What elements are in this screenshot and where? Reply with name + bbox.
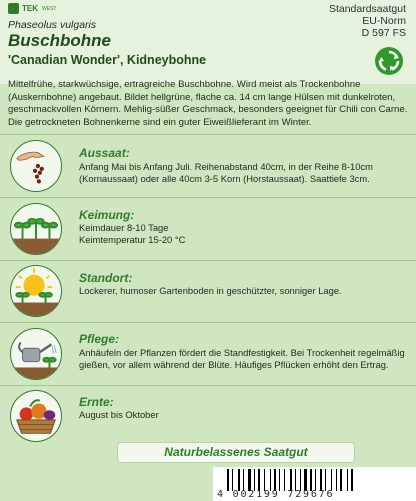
barcode-bars	[227, 469, 411, 491]
natural-seed-banner: Naturbelassenes Saatgut	[118, 443, 354, 462]
section-title-aussaat: Aussaat:	[79, 146, 130, 160]
brand-logo	[8, 3, 56, 14]
divider	[0, 260, 416, 261]
barcode-bar	[284, 469, 285, 491]
product-name: Buschbohne	[8, 31, 111, 50]
section-text-standort: Lockerer, humoser Gartenboden in geschützter, sonniger Lage.	[79, 285, 342, 296]
barcode-bar	[270, 469, 271, 491]
tek-logo-icon	[8, 3, 19, 14]
brand-sub: WEST	[42, 5, 57, 12]
barcode-bar	[331, 469, 332, 491]
barcode-bar	[274, 469, 276, 491]
brand-name: TEK	[22, 4, 38, 13]
barcode-bar	[340, 469, 342, 491]
section-text-keimung: Keimdauer 8-10 Tage Keimtemperatur 15-20 °C	[79, 222, 186, 246]
barcode-bar	[325, 469, 326, 491]
recycle-icon	[374, 46, 404, 76]
divider	[0, 385, 416, 386]
barcode-bar	[310, 469, 312, 491]
section-text-pflege: Anhäufeln der Pflanzen fördert die Standfestigkeit. Bei Trockenheit regelmäßig gießen, vor allem während der Blüte. Häufiges Pflücken erhöht den Ertrag.	[79, 347, 405, 371]
standard-line-1: Standardsaatgut	[328, 3, 406, 15]
barcode-bar	[320, 469, 322, 491]
barcode-bar	[243, 469, 244, 491]
barcode-bar	[315, 469, 316, 491]
section-title-pflege: Pflege:	[79, 332, 120, 346]
standard-info	[329, 3, 406, 39]
barcode-bar	[258, 469, 260, 491]
barcode-bar	[227, 469, 229, 491]
seedlings-icon	[10, 203, 62, 255]
section-text-aussaat: Anfang Mai bis Anfang Juli. Reihenabstand 40cm, in der Reihe 8-10cm (Kornaussaat) oder alle 40cm 3-5 Korn (Horstaussaat). Saattiefe 3cm.	[79, 161, 373, 185]
section-title-ernte: Ernte:	[79, 395, 114, 409]
barcode-bar	[351, 469, 353, 491]
barcode-bar	[295, 469, 296, 491]
seeds-hand-icon	[10, 140, 62, 192]
sun-plant-icon	[10, 265, 62, 317]
section-title-standort: Standort:	[79, 271, 133, 285]
standard-line-3: D 597 FS	[361, 27, 406, 39]
barcode-bar	[304, 469, 307, 491]
barcode-number: 4 002199 729676	[217, 489, 335, 500]
section-title-keimung: Keimung:	[79, 208, 135, 222]
section-text-ernte: August bis Oktober	[79, 409, 159, 420]
description: Mittelfrühe, starkwüchsige, ertragreiche Buschbohne. Wird meist als Trockenbohne (Auskernbohne) angebaut. Bildet hellgrüne, flache ca. 14 cm lange Hülsen mit dunkelroten, geschmackvollen Körnern. Mehlig-süßer Geschmack, besonders geeignet für Chili con Carne. Die getrockneten Bohnenkerne sind ein guter Eiweißlieferant im Winter.	[8, 79, 408, 128]
watering-can-icon	[10, 328, 62, 380]
barcode-bar	[290, 469, 292, 491]
barcode-bar	[279, 469, 280, 491]
barcode-bar	[300, 469, 301, 491]
barcode-bar	[264, 469, 265, 491]
barcode-bar	[238, 469, 240, 491]
latin-name: Phaseolus vulgaris	[8, 19, 97, 31]
barcode-bar	[248, 469, 251, 491]
barcode-bar	[336, 469, 337, 491]
divider	[0, 322, 416, 323]
barcode-bar	[232, 469, 233, 491]
divider	[0, 134, 416, 135]
barcode	[213, 467, 416, 501]
variety-name: 'Canadian Wonder', Kidneybohne	[8, 53, 207, 67]
vegetable-basket-icon	[10, 390, 62, 442]
divider	[0, 197, 416, 198]
barcode-bar	[347, 469, 348, 491]
barcode-bar	[254, 469, 255, 491]
standard-line-2: EU-Norm	[362, 15, 406, 27]
